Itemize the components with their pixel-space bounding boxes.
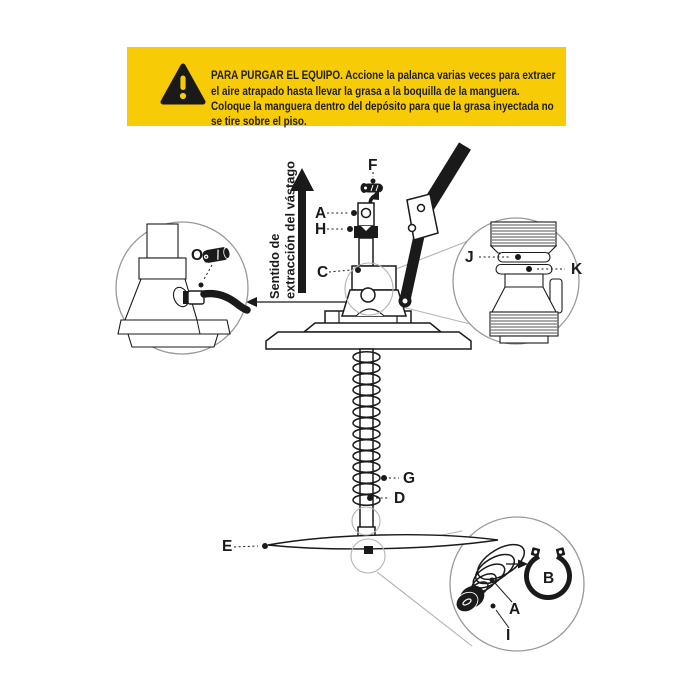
part-label-a: A: [315, 205, 327, 222]
part-label-d: D: [394, 490, 406, 507]
part-label-a-detail: A: [509, 601, 521, 618]
warning-lead: PARA PURGAR EL EQUIPO.: [211, 68, 343, 83]
part-label-c: C: [317, 264, 329, 281]
part-label-j: J: [465, 249, 474, 266]
piston-rod-top: [354, 203, 378, 266]
hose-pointer-arrow: [246, 297, 350, 307]
part-label-h: H: [315, 221, 327, 238]
oring-groove-j: [498, 253, 550, 263]
direction-label-line1: Sentido de: [267, 233, 282, 299]
direction-label: [267, 161, 298, 299]
part-label-i: I: [506, 627, 511, 644]
plate-center-nut: [364, 546, 373, 554]
part-label-g: G: [403, 470, 416, 487]
callout-coupler-orings: [453, 218, 583, 344]
part-label-b: B: [543, 570, 555, 587]
part-label-o: O: [191, 247, 204, 264]
pin-part-f: [361, 157, 384, 193]
callout-hose-connection: [116, 222, 248, 354]
part-label-k: K: [571, 261, 583, 278]
direction-label-line2: extracción del vástago: [282, 161, 298, 299]
part-label-f: F: [368, 157, 378, 174]
part-label-e: E: [222, 538, 233, 555]
warning-body: Accione la palanca varias veces para extraer el aire atrapado hasta llevar la grasa a la boquilla de la manguera. Coloque la manguera dentro del depósito para que la grasa inyectada no se tire sobre el piso.: [211, 68, 556, 128]
pump-body: [342, 266, 406, 316]
